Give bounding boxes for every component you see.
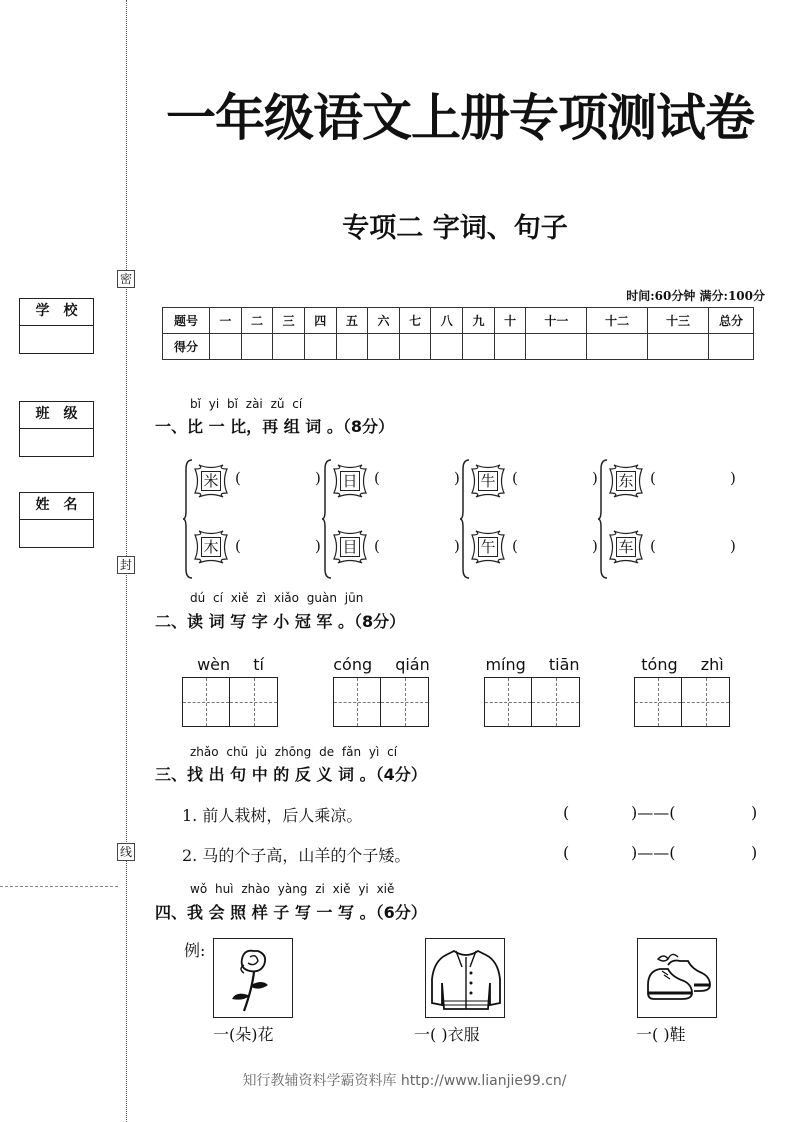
antonym-answer-2[interactable] [563, 843, 763, 865]
tianzige-grid [182, 677, 278, 727]
name-label: 姓名 [20, 493, 93, 520]
char-box: 东 [616, 471, 636, 491]
score-header-cell: 十三 [648, 308, 709, 334]
score-cell[interactable] [210, 334, 242, 360]
blank-mid: )——( [631, 843, 676, 862]
score-header-cell: 九 [463, 308, 495, 334]
class-box [19, 401, 94, 457]
flower-picture [213, 938, 293, 1018]
char-frame [470, 529, 506, 565]
tianzige-cell[interactable] [682, 678, 729, 726]
paren-close: ) [315, 469, 321, 487]
paren-close: ) [315, 537, 321, 555]
score-table [162, 307, 754, 360]
char-box: 牛 [478, 471, 498, 491]
word-pinyin: míng tiān [485, 655, 580, 674]
char-box: 日 [340, 471, 360, 491]
score-header-cell: 十一 [526, 308, 587, 334]
paren-close: ) [454, 537, 460, 555]
paren-open: ( [235, 537, 241, 555]
jacket-picture [425, 938, 505, 1018]
binding-char-mi: 密 [117, 270, 135, 288]
cut-dashed-line [0, 886, 118, 887]
paren-open: ( [235, 469, 241, 487]
jacket-icon [426, 939, 506, 1019]
binding-char-feng: 封 [117, 556, 135, 574]
score-cell[interactable] [526, 334, 587, 360]
main-title: 一年级语文上册专项测试卷 [166, 89, 754, 147]
score-cell[interactable] [368, 334, 400, 360]
school-field[interactable] [20, 326, 93, 353]
sub-title: 专项二 字词、句子 [342, 213, 568, 244]
score-header-cell: 八 [431, 308, 463, 334]
char-frame [193, 463, 229, 499]
blank-close: ) [751, 843, 758, 862]
name-box [19, 492, 94, 548]
tianzige-cell[interactable] [485, 678, 532, 726]
score-total-cell[interactable] [709, 334, 754, 360]
section4-pinyin: wǒ huì zhào yàng zi xiě yi xiě [190, 882, 395, 896]
section4-title: 四、我 会 照 样 子 写 一 写 。（6分） [155, 903, 427, 922]
footer-watermark: 知行教辅资料学霸资料库 http://www.lianjie99.cn/ [242, 1073, 567, 1089]
score-cell[interactable] [304, 334, 336, 360]
section3-pinyin: zhǎo chū jù zhōng de fǎn yì cí [190, 745, 398, 759]
section1-pinyin: bǐ yi bǐ zài zǔ cí [190, 397, 303, 411]
class-field[interactable] [20, 429, 93, 456]
word-writing-group-3 [484, 655, 581, 727]
paren-open: ( [512, 537, 518, 555]
school-box [19, 298, 94, 354]
score-header-cell: 七 [399, 308, 431, 334]
score-value-row [163, 334, 754, 360]
score-header-cell: 六 [368, 308, 400, 334]
section2-pinyin: dú cí xiě zì xiǎo guàn jūn [190, 591, 364, 605]
word-writing-group-2 [333, 655, 430, 727]
shoes-icon [638, 939, 718, 1019]
example-caption: 一(朵)花 [213, 1025, 274, 1044]
paren-close: ) [730, 537, 736, 555]
char-box: 午 [478, 537, 498, 557]
shoes-caption[interactable]: 一( )鞋 [636, 1025, 686, 1044]
name-field[interactable] [20, 520, 93, 547]
word-pinyin: tóng zhì [641, 655, 724, 674]
section3-title: 三、找 出 句 中 的 反 义 词 。（4分） [155, 765, 427, 784]
score-header-cell: 十 [494, 308, 526, 334]
sentence-2: 2. 马的个子高，山羊的个子矮。 [182, 846, 411, 865]
score-header-cell: 一 [210, 308, 242, 334]
char-frame [193, 529, 229, 565]
sentence-1: 1. 前人栽树，后人乘凉。 [182, 806, 363, 825]
tianzige-cell[interactable] [532, 678, 579, 726]
section1-title: 一、比 一 比，再 组 词 。（8分） [155, 417, 394, 436]
tianzige-cell[interactable] [230, 678, 277, 726]
tianzige-cell[interactable] [635, 678, 682, 726]
char-frame [470, 463, 506, 499]
paren-open: ( [374, 537, 380, 555]
brace-icon [598, 459, 608, 579]
blank-open: ( [563, 843, 570, 862]
score-cell[interactable] [399, 334, 431, 360]
char-frame [608, 529, 644, 565]
brace-icon [322, 459, 332, 579]
tianzige-cell[interactable] [381, 678, 428, 726]
score-cell[interactable] [273, 334, 305, 360]
tianzige-cell[interactable] [183, 678, 230, 726]
paren-open: ( [650, 537, 656, 555]
score-header-cell: 十二 [587, 308, 648, 334]
time-info: 时间:60分钟 满分:100分 [626, 289, 765, 303]
brace-icon [183, 459, 193, 579]
tianzige-grid [634, 677, 730, 727]
word-writing-group-4 [634, 655, 731, 727]
char-frame [332, 529, 368, 565]
blank-open: ( [563, 803, 570, 822]
char-pair-3 [460, 457, 610, 587]
paren-open: ( [374, 469, 380, 487]
word-pinyin: wèn tí [197, 655, 264, 674]
score-row-label: 得分 [163, 334, 210, 360]
score-header-cell: 四 [304, 308, 336, 334]
jacket-caption[interactable]: 一( )衣服 [414, 1025, 480, 1044]
score-cell[interactable] [463, 334, 495, 360]
tianzige-grid [484, 677, 580, 727]
char-frame [332, 463, 368, 499]
blank-close: ) [751, 803, 758, 822]
char-box: 米 [201, 471, 221, 491]
score-header-cell: 二 [241, 308, 273, 334]
blank-mid: )——( [631, 803, 676, 822]
example-label: 例: [184, 941, 206, 960]
score-cell[interactable] [587, 334, 648, 360]
char-box: 目 [340, 537, 360, 557]
paren-close: ) [592, 469, 598, 487]
score-header-cell: 总分 [709, 308, 754, 334]
paren-close: ) [454, 469, 460, 487]
binding-char-xian: 线 [117, 843, 135, 861]
char-pair-1 [183, 457, 333, 587]
score-header-cell: 三 [273, 308, 305, 334]
score-cell[interactable] [431, 334, 463, 360]
paren-close: ) [730, 469, 736, 487]
class-label: 班级 [20, 402, 93, 429]
paren-open: ( [512, 469, 518, 487]
char-pair-4 [598, 457, 748, 587]
char-box: 木 [201, 537, 221, 557]
flower-icon [214, 939, 294, 1019]
score-header-row [163, 308, 754, 334]
score-cell[interactable] [648, 334, 709, 360]
brace-icon [460, 459, 470, 579]
tianzige-cell[interactable] [334, 678, 381, 726]
word-writing-group-1 [182, 655, 279, 727]
paren-open: ( [650, 469, 656, 487]
score-header-cell: 五 [336, 308, 368, 334]
word-pinyin: cóng qián [333, 655, 430, 674]
section2-title: 二、读 词 写 字 小 冠 军 。（8分） [155, 612, 406, 631]
score-header-cell: 题号 [163, 308, 210, 334]
char-pair-2 [322, 457, 472, 587]
antonym-answer-1[interactable] [563, 803, 763, 825]
score-cell[interactable] [494, 334, 526, 360]
shoes-picture [637, 938, 717, 1018]
score-cell[interactable] [241, 334, 273, 360]
char-box: 车 [616, 537, 636, 557]
char-frame [608, 463, 644, 499]
score-cell[interactable] [336, 334, 368, 360]
paren-close: ) [592, 537, 598, 555]
school-label: 学校 [20, 299, 93, 326]
tianzige-grid [333, 677, 429, 727]
